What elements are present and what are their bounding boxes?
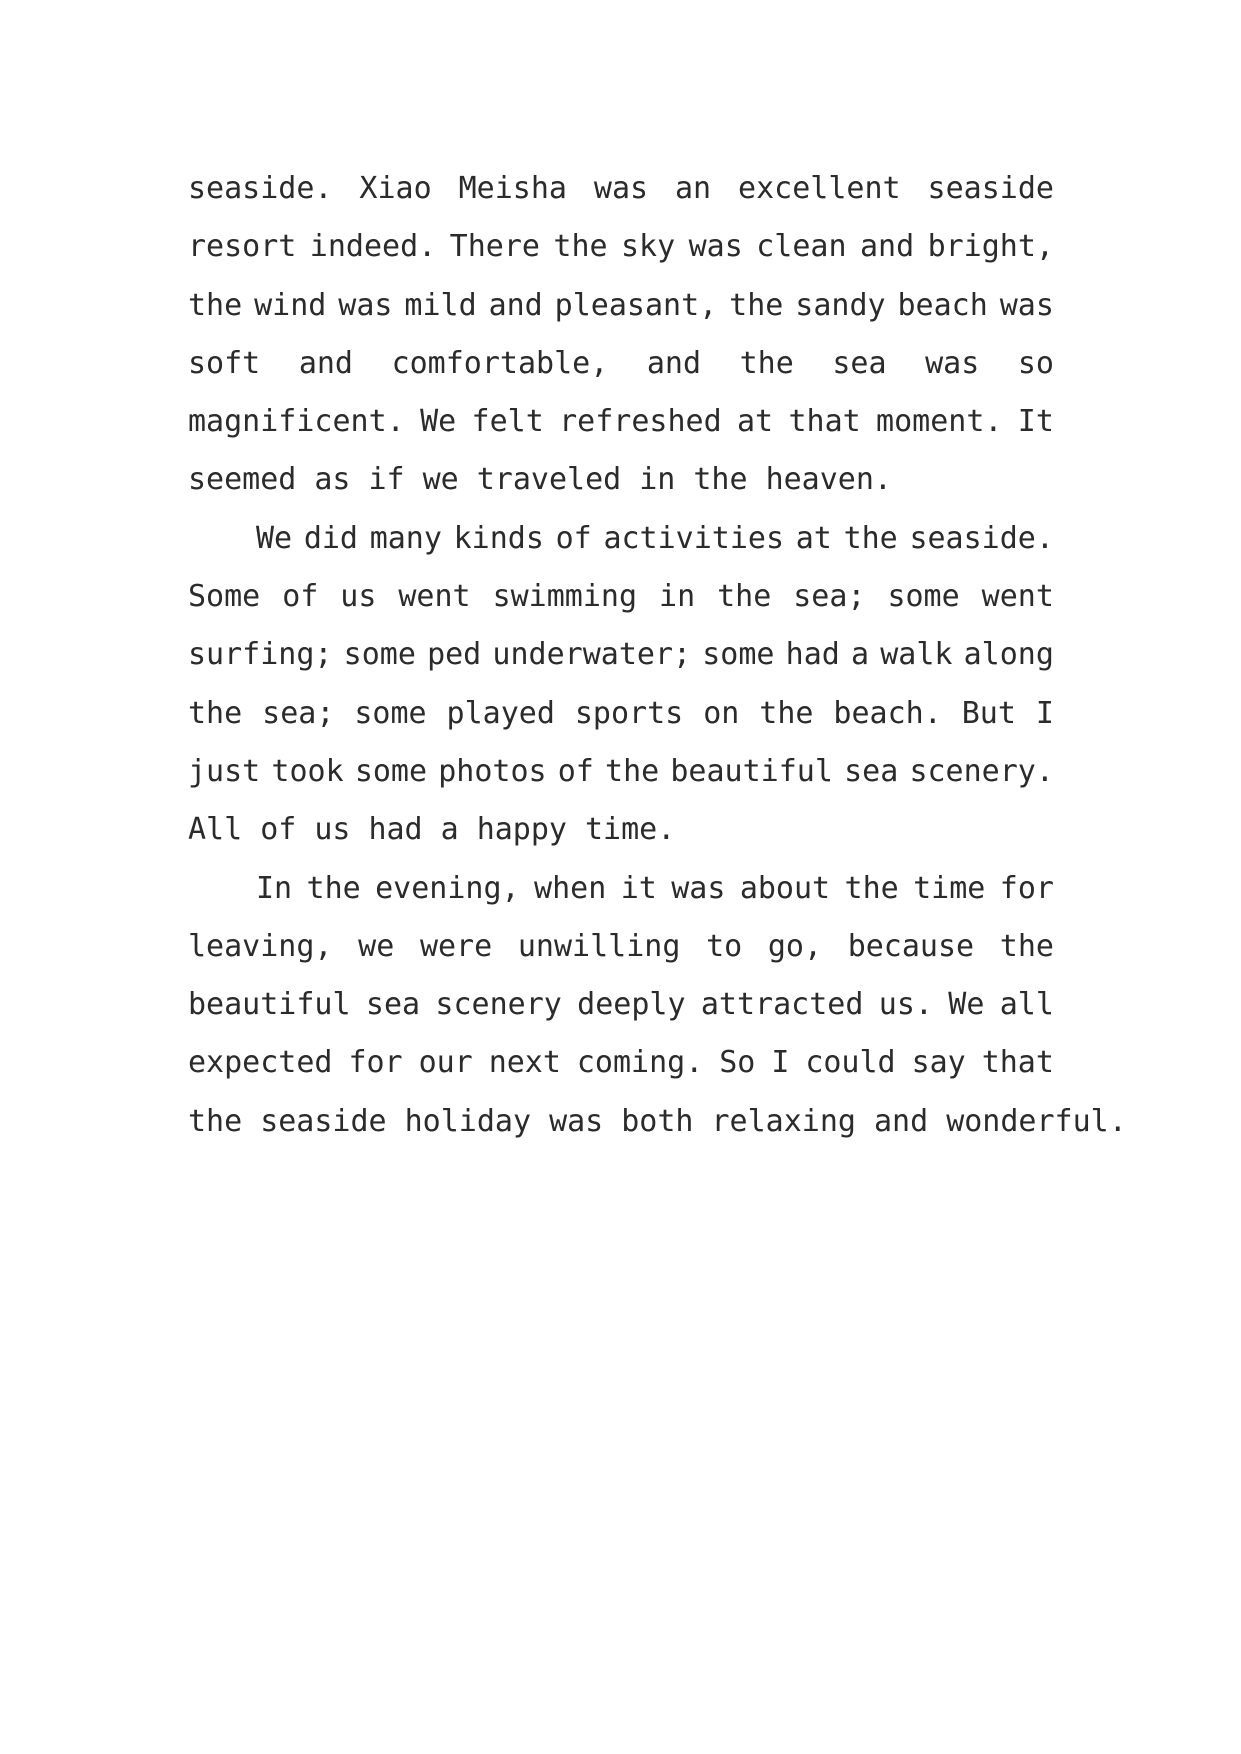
text-line: expected for our next coming. So I could say that <box>188 1045 1054 1081</box>
text-line: surfing; some ped underwater; some had a walk along <box>188 637 1054 673</box>
body-text <box>188 160 1127 1151</box>
text-line: leaving, we were unwilling to go, because the <box>188 928 1054 964</box>
text-line: resort indeed. There the sky was clean and bright, <box>188 229 1054 265</box>
text-line: All of us had a happy time. <box>188 812 676 848</box>
text-line: We did many kinds of activities at the seaside. <box>256 520 1054 556</box>
text-line: the sea; some played sports on the beach. But I <box>188 695 1054 731</box>
text-line: soft and comfortable, and the sea was so <box>188 345 1054 381</box>
text-line: just took some photos of the beautiful sea scenery. <box>188 753 1054 789</box>
paragraph <box>188 160 1054 510</box>
text-line: Some of us went swimming in the sea; some went <box>188 579 1054 615</box>
text-line: In the evening, when it was about the time for <box>256 870 1054 906</box>
text-line: the seaside holiday was both relaxing and wonderful. <box>188 1103 1127 1139</box>
text-line: seaside. Xiao Meisha was an excellent seaside <box>188 171 1054 206</box>
text-line: beautiful sea scenery deeply attracted us. We all <box>188 987 1054 1023</box>
text-line: the wind was mild and pleasant, the sandy beach was <box>188 287 1054 323</box>
text-line: seemed as if we traveled in the heaven. <box>188 462 892 498</box>
paragraph <box>188 860 1127 1151</box>
text-line: magnificent. We felt refreshed at that moment. It <box>188 404 1054 440</box>
paragraph <box>188 510 1054 860</box>
